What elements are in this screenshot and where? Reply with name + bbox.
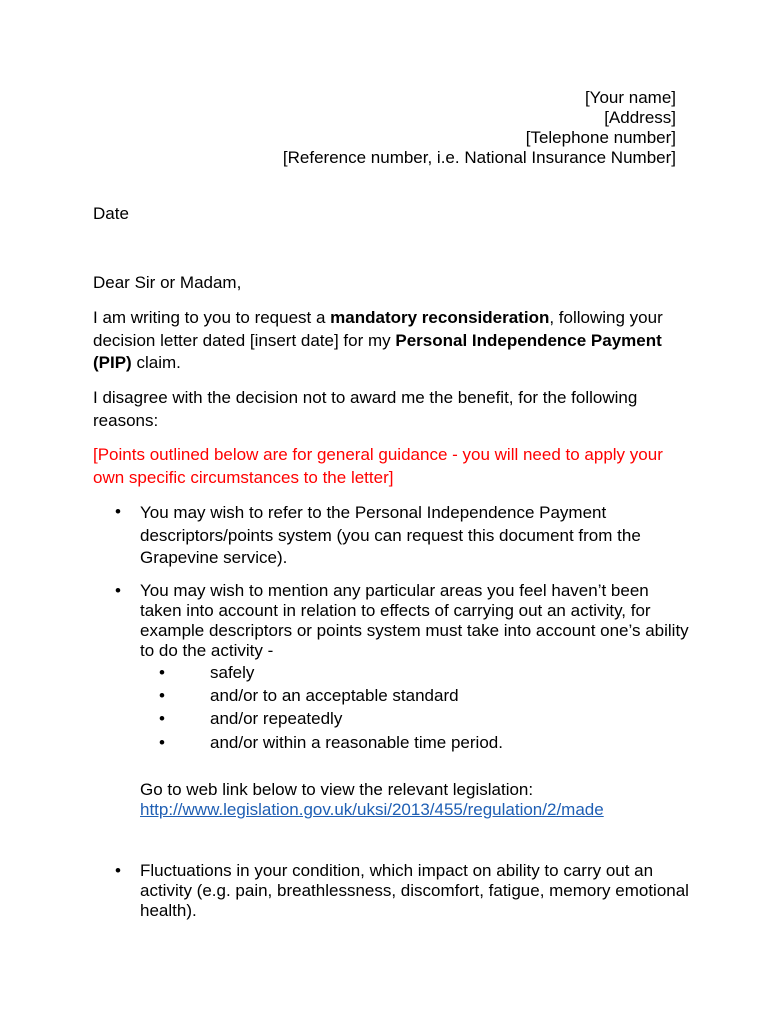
legislation-link[interactable]: http://www.legislation.gov.uk/uksi/2013/455/regulation/2/made [140, 800, 604, 819]
bullet-icon: • [159, 663, 165, 682]
sender-reference: [Reference number, i.e. National Insurance Number] [282, 148, 676, 167]
bullet-icon: • [115, 581, 121, 600]
request-text-3: claim. [131, 353, 181, 372]
bullet-icon: • [115, 502, 121, 521]
bullet-icon: • [115, 861, 121, 880]
bullet-icon: • [159, 733, 165, 752]
legislation-intro: Go to web link below to view the relevant legislation: [140, 780, 534, 799]
legislation-block [140, 780, 604, 820]
date-label: Date [93, 204, 129, 223]
guidance-note: [Points outlined below are for general guidance - you will need to apply your own specific circumstances to the letter] [93, 445, 663, 487]
sub-list-item-text: and/or to an acceptable standard [210, 686, 459, 705]
request-bold-mandatory: mandatory reconsideration [330, 308, 550, 327]
sender-telephone: [Telephone number] [525, 128, 676, 147]
request-text-1: I am writing to you to request a [93, 308, 331, 327]
disagree-paragraph: I disagree with the decision not to award me the benefit, for the following reasons: [93, 388, 638, 430]
list-item-text: Fluctuations in your condition, which impact on ability to carry out an activity (e.g. pain, breathlessness, discomfort, fatigue, memory emotional health). [140, 861, 689, 920]
request-text-2: , following your decision letter dated [insert date] for my [93, 308, 663, 350]
bullet-icon: • [159, 686, 165, 705]
sub-list-item-text: safely [210, 663, 255, 682]
sender-address: [Address] [604, 108, 676, 127]
list-item-text: You may wish to refer to the Personal Independence Payment descriptors/points system (you can request this document from the Grapevine service). [140, 503, 641, 567]
request-paragraph [93, 307, 693, 375]
sub-list-item-text: and/or within a reasonable time period. [210, 733, 503, 752]
bullet-icon: • [159, 709, 165, 728]
sender-name: [Your name] [584, 88, 676, 107]
list-item-text: You may wish to mention any particular areas you feel haven’t been taken into account in relation to effects of carrying out an activity, for example descriptors or points system must take into account one’s ability to do the activity - [140, 581, 689, 660]
salutation: Dear Sir or Madam, [93, 273, 242, 292]
sender-address-block [283, 88, 676, 168]
sub-list-item-text: and/or repeatedly [210, 709, 343, 728]
request-bold-pip: Personal Independence Payment (PIP) [93, 330, 662, 372]
